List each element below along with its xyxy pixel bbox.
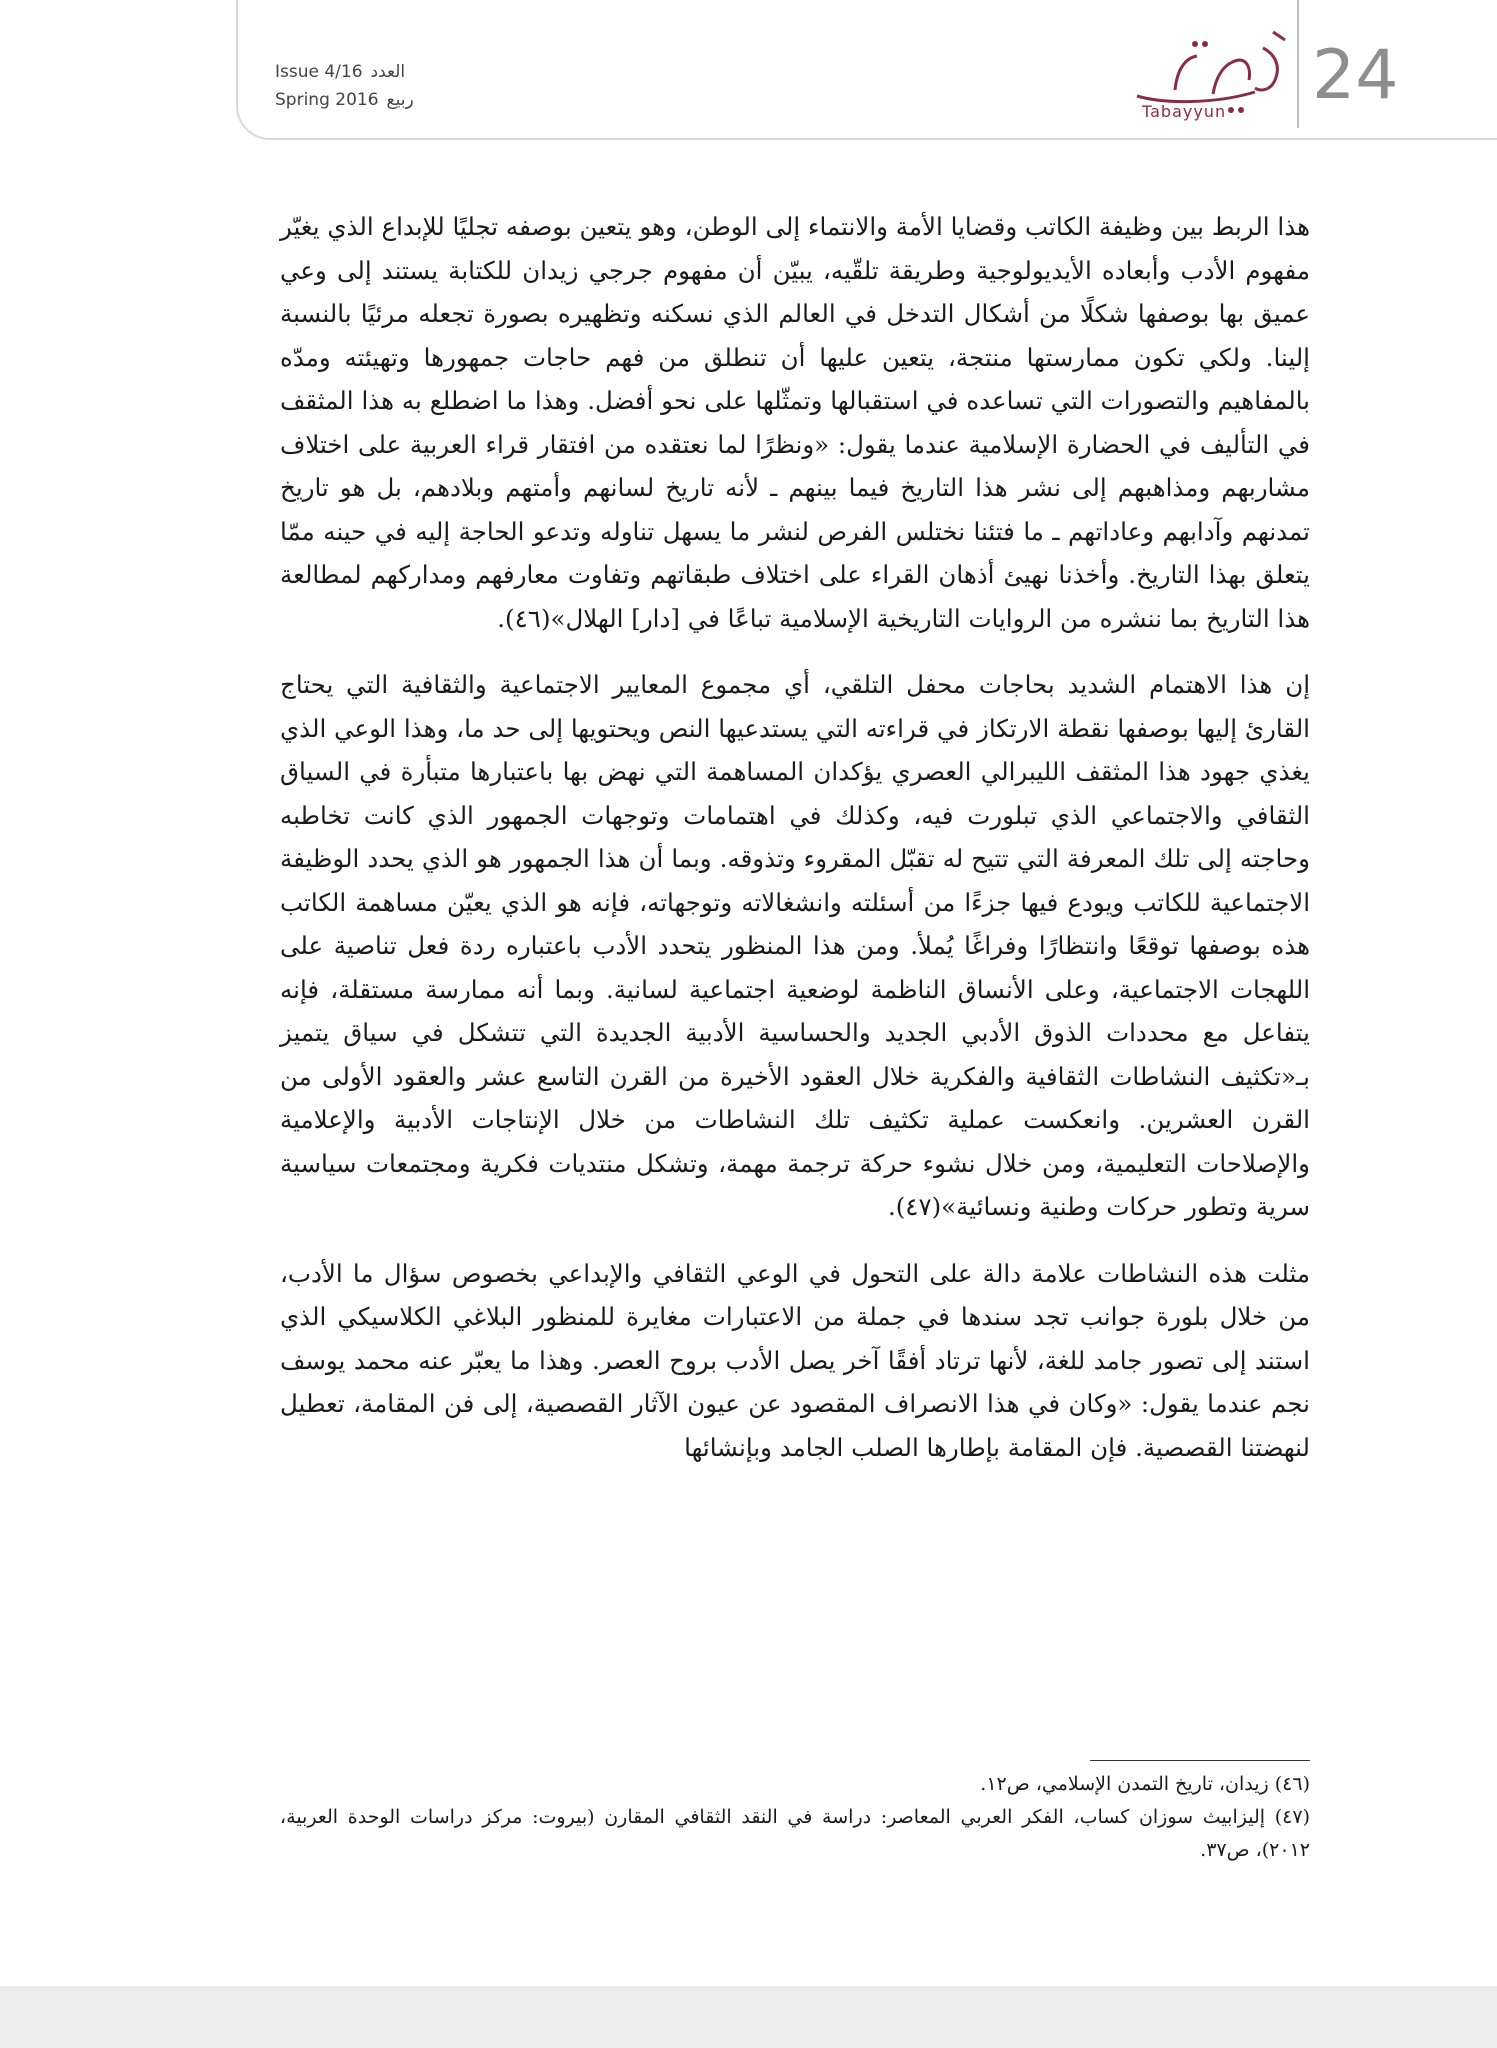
paragraph: إن هذا الاهتمام الشديد بحاجات محفل التلقي، أي مجموع المعايير الاجتماعية والثقافية التي يحتاج القارئ إليها بوصفها نقطة الارتكاز في قراءته التي يستدعيها النص ويحتويها إلى حد ما، وهذا الوعي الذي يغذي جهود هذا المثقف الليبرالي العصري يؤكدان المساهمة التي نهض بها باعتبارها متبأرة في السياق الثقافي والاجتماعي الذي تبلورت فيه، وكذلك في اهتمامات وتوجهات الجمهور الذي كانت تخاطبه وحاجته إلى تلك المعرفة التي تتيح له تقبّل المقروء وتذوقه. وبما أن هذا الجمهور هو الذي يحدد الوظيفة الاجتماعية للكاتب ويودع فيها جزءًا من أسئلته وانشغالاته وتوجهاته، فإنه هو الذي يعيّن مساهمة الكاتب هذه بوصفها توقعًا وانتظارًا وفراغًا يُملأ. ومن هذا المنظور يتحدد الأدب باعتباره ردة فعل تناصية على اللهجات الاجتماعية، وعلى الأنساق الناظمة لوضعية اجتماعية لسانية. وبما أنه ممارسة مستقلة، فإنه يتفاعل مع محددات الذوق الأدبي الجديد والحساسية الأدبية الجديدة التي تتشكل في سياق يتميز بـ«تكثيف النشاطات الثقافية والفكرية خلال العقود الأخيرة من القرن التاسع عشر والعقود الأولى من القرن العشرين. وانعكست عملية تكثيف تلك النشاطات من خلال الإنتاجات الأدبية والإعلامية والإصلاحات التعليمية، ومن خلال نشوء حركة ترجمة مهمة، وتشكل منتديات فكرية ومجتمعات سياسية سرية وتطور حركات وطنية ونسائية»(٤٧). (280, 670, 1310, 1221)
page-footer-band (0, 1986, 1497, 2048)
issue-line (275, 58, 445, 86)
page-number: 24 (1312, 36, 1399, 115)
issue-info (275, 58, 445, 114)
logo-latin-text: Tabayyun (1142, 102, 1227, 121)
footnotes (280, 1768, 1310, 1867)
season-line (275, 86, 445, 114)
footnote-47: (٤٧) إليزابيث سوزان كساب، الفكر العربي المعاصر: دراسة في النقد الثقافي المقارن (بيروت: مركز دراسات الوحدة العربية، ٢٠١٢)، ص٣٧. (280, 1806, 1310, 1861)
footnote-46: (٤٦) زيدان، تاريخ التمدن الإسلامي، ص١٢. (980, 1773, 1310, 1795)
issue-arabic: العدد (370, 62, 406, 82)
article-body (280, 205, 1310, 1492)
season-english: Spring 2016 (275, 90, 379, 110)
header-divider (1297, 0, 1299, 128)
paragraph: هذا الربط بين وظيفة الكاتب وقضايا الأمة والانتماء إلى الوطن، وهو يتعين بوصفه تجليًا للإبداع الذي يغيّر مفهوم الأدب وأبعاده الأيديولوجية وطريقة تلقّيه، يبيّن أن مفهوم جرجي زيدان للكتابة يستند إلى وعي عميق بها بوصفها شكلًا من أشكال التدخل في العالم الذي نسكنه وتظهيره بصورة تجعله مرئيًا بالنسبة إلينا. ولكي تكون ممارستها منتجة، يتعين عليها أن تنطلق من فهم حاجات جمهورها وتهيئته ومدّه بالمفاهيم والتصورات التي تساعده في استقبالها وتمثّلها على نحو أفضل. وهذا ما اضطلع به هذا المثقف في التأليف في الحضارة الإسلامية عندما يقول: «ونظرًا لما نعتقده من افتقار قراء العربية على اختلاف مشاربهم ومذاهبهم إلى نشر هذا التاريخ فيما بينهم ـ لأنه تاريخ لسانهم وأمتهم وبلادهم، بل هو تاريخ تمدنهم وآدابهم وعاداتهم ـ ما فتئنا نختلس الفرص لنشر ما يسهل تناوله وتدعو الحاجة إليه في حينه ممّا يتعلق بهذا التاريخ. وأخذنا نهيئ أذهان القراء على اختلاف طبقاتهم وتفاوت معارفهم ومداركهم لمطالعة هذا التاريخ بما ننشره من الروايات التاريخية الإسلامية تباعًا في [دار] الهلال»(٤٦). (280, 212, 1310, 633)
footnote-separator (1090, 1760, 1310, 1761)
season-arabic: ربيع (386, 90, 414, 110)
paragraph: مثلت هذه النشاطات علامة دالة على التحول في الوعي الثقافي والإبداعي بخصوص سؤال ما الأدب، من خلال بلورة جوانب تجد سندها في جملة من الاعتبارات مغايرة للمنظور البلاغي الكلاسيكي الذي استند إلى تصور جامد للغة، لأنها ترتاد أفقًا آخر يصل الأدب بروح العصر. وهذا ما يعبّر عنه محمد يوسف نجم عندما يقول: «وكان في هذا الانصراف المقصود عن عيون الآثار القصصية، إلى فن المقامة، تعطيل لنهضتنا القصصية. فإن المقامة بإطارها الصلب الجامد وبإنشائها (280, 1258, 1310, 1462)
issue-english: Issue 4/16 (275, 62, 363, 82)
